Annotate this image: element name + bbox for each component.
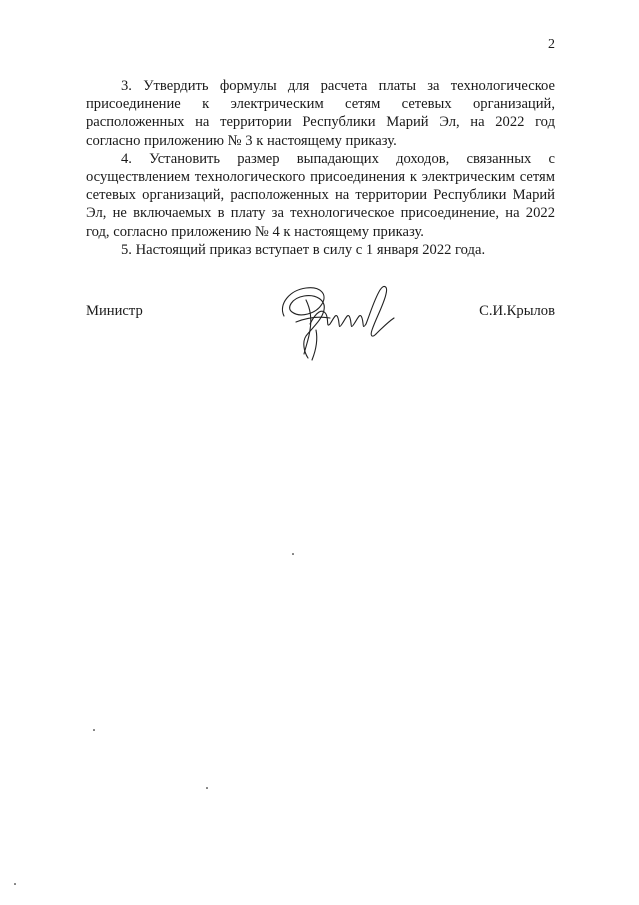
signature-block	[86, 300, 555, 370]
scan-speck	[292, 553, 294, 555]
signer-name: С.И.Крылов	[479, 303, 555, 319]
page-number: 2	[548, 37, 555, 52]
handwritten-signature	[276, 278, 406, 363]
scan-speck	[93, 729, 95, 731]
scan-speck	[206, 787, 208, 789]
paragraph-4: 4. Установить размер выпадающих доходов, связанных с осуществлением технологического присоединения к электрическим сетям сетевых организаций, расположенных на территории Республики Марий Эл, не включаемых в плату за технологическое присоединение, на 2022 год, согласно приложению № 4 к настоящему приказу.	[86, 150, 555, 240]
paragraph-3: 3. Утвердить формулы для расчета платы за технологическое присоединение к электрическим сетям сетевых организаций, расположенных на территории Республики Марий Эл, на 2022 год согласно приложению № 3 к настоящему приказу.	[86, 78, 555, 149]
paragraph-5: 5. Настоящий приказ вступает в силу с 1 января 2022 года.	[121, 241, 486, 258]
signer-title: Министр	[86, 303, 143, 319]
scan-speck	[14, 883, 16, 885]
document-body	[86, 77, 555, 259]
